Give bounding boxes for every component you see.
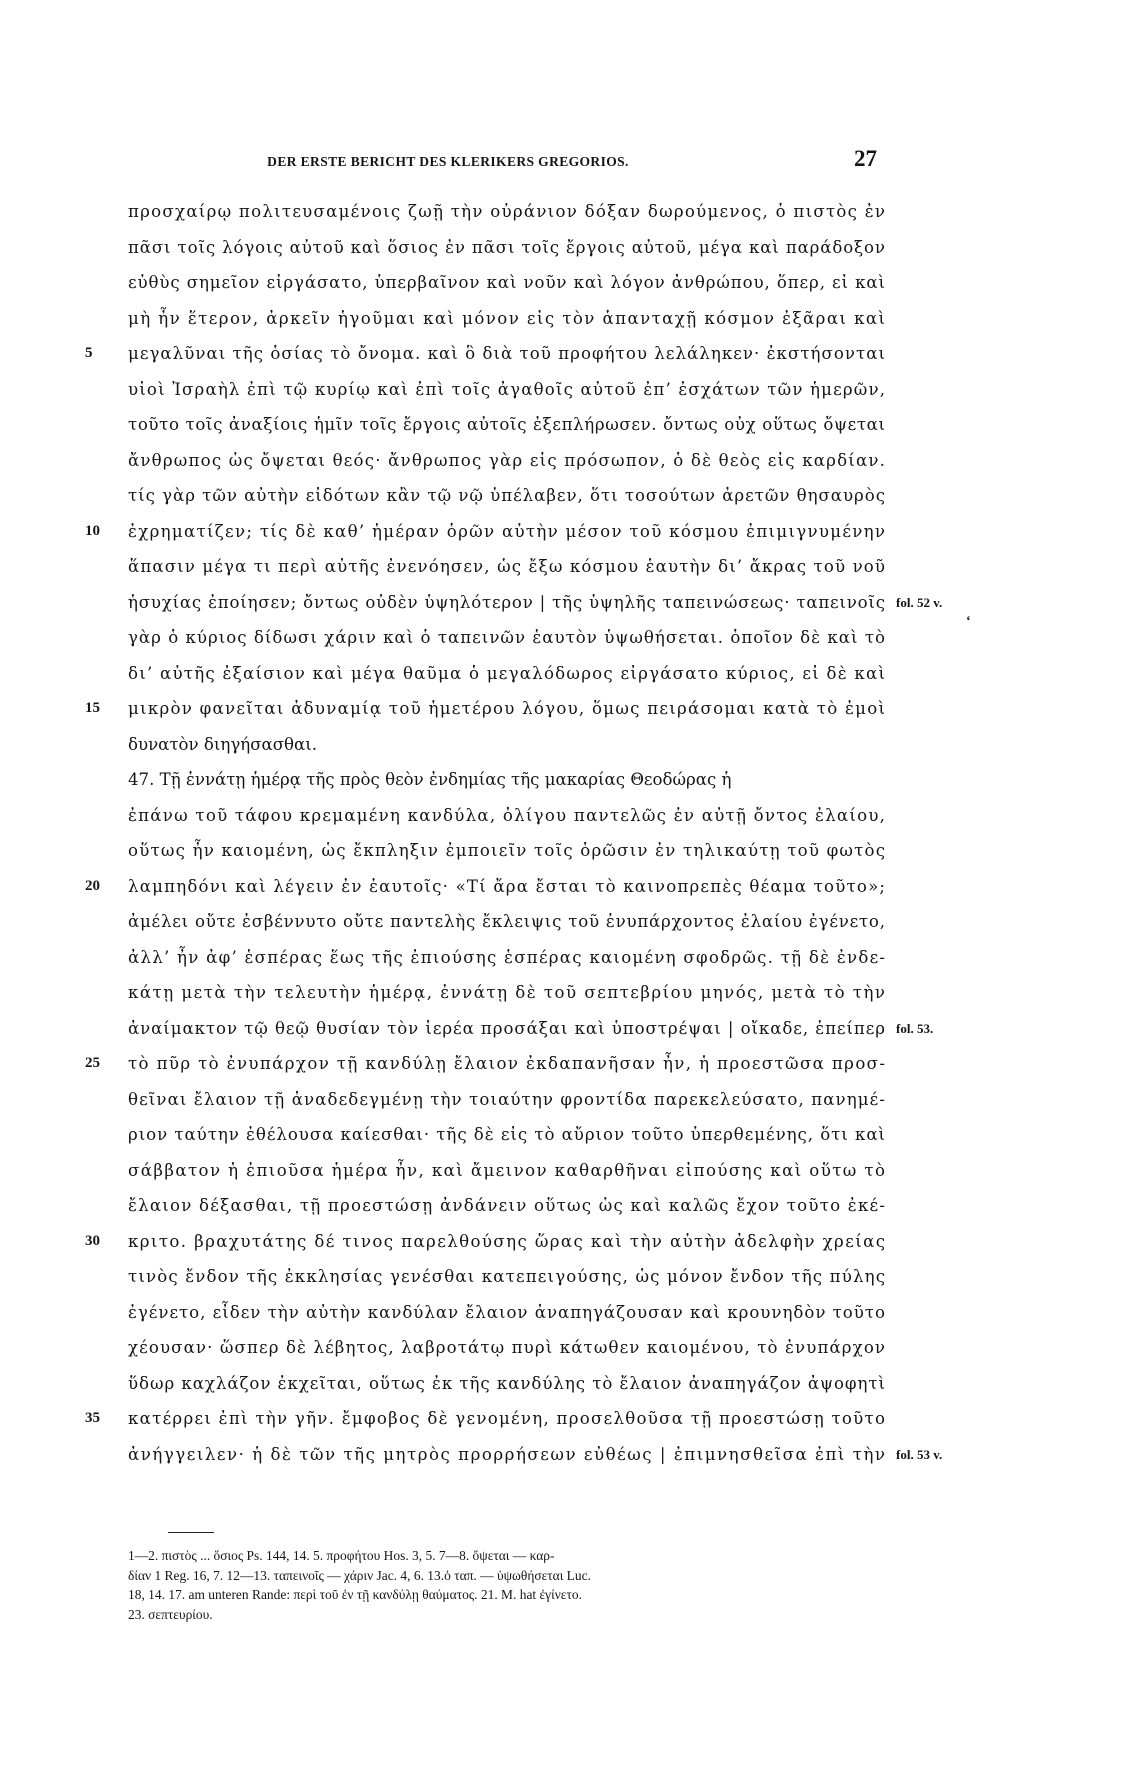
text-line xyxy=(128,1156,896,1185)
text-line xyxy=(128,1120,896,1149)
text-line xyxy=(128,730,896,759)
line-number: 15 xyxy=(85,700,100,716)
text-line xyxy=(128,446,896,475)
text-line xyxy=(128,1440,896,1469)
line-number: 20 xyxy=(85,877,100,894)
line-text: ἔλαιον δέξασθαι, τῇ προεστώσῃ ἀνδάνειν οὕτως ὡς καὶ καλῶς ἔχον τοῦτο ἐκέ- xyxy=(128,1196,887,1215)
line-text: προσχαίρῳ πολιτευσαμένοις ζωῇ τὴν οὐράνιον δόξαν δωρούμενος, ὁ πιστὸς ἐν xyxy=(128,202,887,221)
running-head: DER ERSTE BERICHT DES KLERIKERS GREGORIOS. xyxy=(267,154,629,169)
line-text: κριτο. βραχυτάτης δέ τινος παρελθούσης ὥρας καὶ τὴν αὐτὴν ἀδελφὴν χρείας xyxy=(128,1231,887,1251)
text-line xyxy=(128,233,896,262)
footnote-line: 23. σεπτευρίου. xyxy=(128,1606,213,1622)
line-text: θεῖναι ἔλαιον τῇ ἀναδεδεγμένῃ τὴν τοιαύτην φροντίδα παρεκελεύσατο, πανημέ- xyxy=(128,1089,887,1109)
line-text: ἀναίμακτον τῷ θεῷ θυσίαν τὸν ἱερέα προσάξαι καὶ ὑποστρέψαι | οἴκαδε, ἐπείπερ xyxy=(128,1018,886,1038)
folio-marker: fol. 52 v. xyxy=(896,594,943,610)
text-line xyxy=(128,836,896,865)
page-header xyxy=(128,146,885,184)
text-line xyxy=(128,907,896,936)
line-text: πᾶσι τοῖς λόγοις αὐτοῦ καὶ ὅσιος ἐν πᾶσι τοῖς ἔργοις αὐτοῦ, μέγα καὶ παράδοξον xyxy=(128,237,886,257)
text-line xyxy=(128,1191,896,1220)
text-line xyxy=(128,588,896,617)
line-text: ἡσυχίας ἐποίησεν; ὄντως οὐδὲν ὑψηλότερον | τῆς ὑψηλῆς ταπεινώσεως· ταπεινοῖς xyxy=(128,592,886,612)
text-line xyxy=(128,1404,896,1433)
folio-marker: fol. 53 v. xyxy=(896,1446,943,1462)
folio-marker: fol. 53. xyxy=(896,1020,934,1036)
text-line xyxy=(128,801,896,830)
line-text: ἐχρηματίζεν; τίς δὲ καθ’ ἡμέραν ὁρῶν αὐτὴν μέσον τοῦ κόσμου ἐπιμιγνυμένην xyxy=(128,521,887,541)
text-line xyxy=(128,197,896,226)
text-line xyxy=(128,1298,896,1327)
text-line xyxy=(128,765,896,794)
margin-mark: ʻ xyxy=(966,614,971,629)
line-text: 47. Τῇ ἐννάτῃ ἡμέρᾳ τῆς πρὸς θεὸν ἐνδημίας τῆς μακαρίας Θεοδώρας ἡ xyxy=(128,770,732,789)
line-text: μεγαλῦναι τῆς ὁσίας τὸ ὄνομα. καὶ ὃ διὰ τοῦ προφήτου λελάληκεν· ἐκστήσονται xyxy=(128,344,887,363)
line-text: γὰρ ὁ κύριος δίδωσι χάριν καὶ ὁ ταπεινῶν ἑαυτὸν ὑψωθήσεται. ὁποῖον δὲ καὶ τὸ xyxy=(128,628,887,647)
text-line xyxy=(128,1262,896,1291)
line-number: 10 xyxy=(85,522,100,539)
page-number: 27 xyxy=(854,146,877,171)
line-text: οὕτως ἦν καιομένη, ὡς ἔκπληξιν ἐμποιεῖν τοῖς ὁρῶσιν ἐν τηλικαύτῃ τοῦ φωτὸς xyxy=(128,841,887,860)
text-line xyxy=(128,659,896,688)
text-line xyxy=(128,872,896,901)
line-number: 5 xyxy=(85,345,93,361)
text-line xyxy=(128,410,896,439)
line-number: 30 xyxy=(85,1232,100,1249)
text-line xyxy=(128,1014,896,1043)
line-text: μὴ ἦν ἕτερον, ἀρκεῖν ἡγοῦμαι καὶ μόνον εἰς τὸν ἁπανταχῇ κόσμον ἐξᾶραι καὶ xyxy=(128,308,887,328)
line-text: ριον ταύτην ἐθέλουσα καίεσθαι· τῆς δὲ εἰς τὸ αὔριον τοῦτο ὑπερθεμένης, ὅτι καὶ xyxy=(128,1125,886,1144)
line-text: ἀμέλει οὔτε ἐσβέννυτο οὔτε παντελὴς ἔκλειψις τοῦ ἐνυπάρχοντος ἐλαίου ἐγένετο, xyxy=(128,912,886,931)
footnote-line: δίαν 1 Reg. 16, 7. 12—13. ταπεινοῖς — χάριν Jac. 4, 6. 13.ὁ ταπ. — ὑψωθήσεται Luc. xyxy=(128,1567,591,1583)
line-text: ὕδωρ καχλάζον ἐκχεῖται, οὕτως ἐκ τῆς κανδύλης τὸ ἔλαιον ἀναπηγάζον ἀψοφητὶ xyxy=(128,1373,886,1393)
line-text: εὐθὺς σημεῖον εἰργάσατο, ὑπερβαῖνον καὶ νοῦν καὶ λόγον ἀνθρώπου, ὅπερ, εἰ καὶ xyxy=(128,273,886,292)
footnote-line: 18, 14. 17. am unteren Rande: περὶ τοῦ ἐν τῇ κανδύλῃ θαύματος. 21. M. hat ἐγίνετο. xyxy=(128,1587,582,1602)
text-line xyxy=(128,1227,896,1256)
text-line xyxy=(128,1369,896,1398)
line-text: χέουσαν· ὥσπερ δὲ λέβητος, λαβροτάτῳ πυρὶ κάτωθεν καιομένου, τὸ ἐνυπάρχον xyxy=(128,1338,887,1357)
text-line xyxy=(128,943,896,972)
line-text: μικρὸν φανεῖται ἀδυναμίᾳ τοῦ ἡμετέρου λόγου, ὅμως πειράσομαι κατὰ τὸ ἐμοὶ xyxy=(128,699,887,718)
footnote-rule xyxy=(168,1532,214,1533)
line-text: σάββατον ἡ ἐπιοῦσα ἡμέρα ἦν, καὶ ἄμεινον καθαρθῆναι εἰπούσης καὶ οὕτω τὸ xyxy=(128,1160,887,1180)
line-text: ἐγένετο, εἶδεν τὴν αὐτὴν κανδύλαν ἔλαιον ἀναπηγάζουσαν καὶ κρουνηδὸν τοῦτο xyxy=(128,1302,886,1322)
text-line xyxy=(128,517,896,546)
text-line xyxy=(128,552,896,581)
line-number: 25 xyxy=(85,1055,100,1071)
line-text: τινὸς ἔνδον τῆς ἐκκλησίας γενέσθαι κατεπειγούσης, ὡς μόνον ἔνδον τῆς πύλης xyxy=(128,1267,887,1286)
line-text: λαμπηδόνι καὶ λέγειν ἐν ἑαυτοῖς· «Τί ἄρα ἔσται τὸ καινοπρεπὲς θέαμα τοῦτο»; xyxy=(128,876,887,896)
text-line xyxy=(128,339,896,368)
text-line xyxy=(128,694,896,723)
text-line xyxy=(128,1049,896,1078)
line-text: δυνατὸν διηγήσασθαι. xyxy=(128,734,318,754)
text-line xyxy=(128,1333,896,1362)
text-line xyxy=(128,1085,896,1114)
line-text: υἱοὶ Ἰσραὴλ ἐπὶ τῷ κυρίῳ καὶ ἐπὶ τοῖς ἀγαθοῖς αὐτοῦ ἐπ’ ἐσχάτων τῶν ἡμερῶν, xyxy=(128,379,887,399)
line-number: 35 xyxy=(85,1410,100,1426)
text-line xyxy=(128,304,896,333)
line-text: ἀλλ’ ἦν ἀφ’ ἑσπέρας ἕως τῆς ἐπιούσης ἑσπέρας καιομένη σφοδρῶς. τῇ δὲ ἐνδε- xyxy=(128,947,887,967)
line-text: ἅπασιν μέγα τι περὶ αὐτῆς ἐνενόησεν, ὡς ἔξω κόσμου ἑαυτὴν δι’ ἄκρας τοῦ νοῦ xyxy=(128,557,887,576)
text-line xyxy=(128,268,896,297)
footnote-line: 1—2. πιστὸς ... ὅσιος Ps. 144, 14. 5. προφήτου Hos. 3, 5. 7—8. ὄψεται — καρ- xyxy=(128,1548,555,1563)
line-text: τίς γὰρ τῶν αὐτὴν εἰδότων κἂν τῷ νῷ ὑπέλαβεν, ὅτι τοσούτων ἀρετῶν θησαυρὸς xyxy=(128,486,886,505)
text-line xyxy=(128,623,896,652)
line-text: ἄνθρωπος ὡς ὄψεται θεός· ἄνθρωπος γὰρ εἰς πρόσωπον, ὁ δὲ θεὸς εἰς καρδίαν. xyxy=(128,450,887,470)
line-text: δι’ αὐτῆς ἐξαίσιον καὶ μέγα θαῦμα ὁ μεγαλόδωρος εἰργάσατο κύριος, εἰ δὲ καὶ xyxy=(128,663,887,683)
line-text: κάτῃ μετὰ τὴν τελευτὴν ἡμέρᾳ, ἐννάτῃ δὲ τοῦ σεπτεβρίου μηνός, μετὰ τὸ τὴν xyxy=(128,983,887,1002)
line-text: κατέρρει ἐπὶ τὴν γῆν. ἔμφοβος δὲ γενομένη, προσελθοῦσα τῇ προεστώσῃ τοῦτο xyxy=(128,1409,887,1428)
text-line xyxy=(128,978,896,1007)
text-line xyxy=(128,481,896,510)
line-text: τοῦτο τοῖς ἀναξίοις ἡμῖν τοῖς ἔργοις αὐτοῖς ἐξεπλήρωσεν. ὄντως οὐχ οὕτως ὄψεται xyxy=(128,415,886,434)
line-text: τὸ πῦρ τὸ ἐνυπάρχον τῇ κανδύλῃ ἔλαιον ἐκδαπανῆσαν ἦν, ἡ προεστῶσα προσ- xyxy=(128,1054,887,1073)
line-text: ἐπάνω τοῦ τάφου κρεμαμένη κανδύλα, ὀλίγου παντελῶς ἐν αὐτῇ ὄντος ἐλαίου, xyxy=(128,805,887,825)
line-text: ἀνήγγειλεν· ἡ δὲ τῶν τῆς μητρὸς προρρήσεων εὐθέως | ἐπιμνησθεῖσα ἐπὶ τὴν xyxy=(128,1444,887,1464)
text-line xyxy=(128,375,896,404)
